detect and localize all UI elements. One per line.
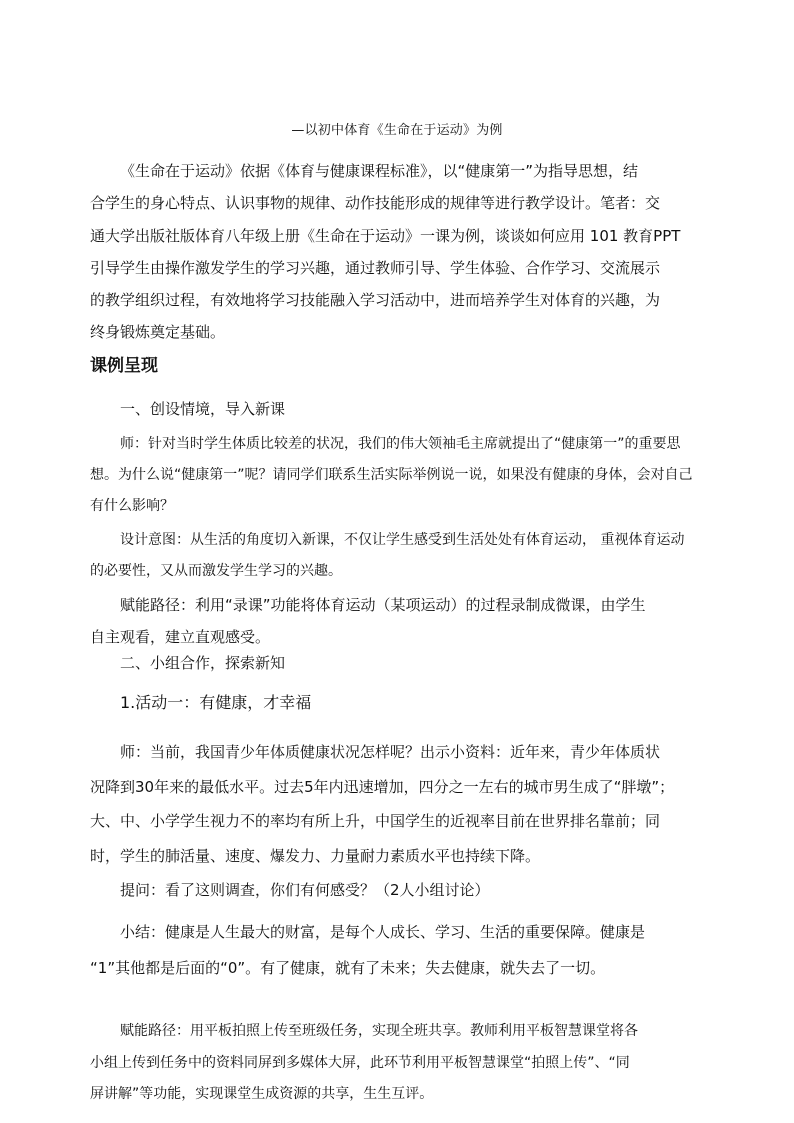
text-line: 时，学生的肺活量、速度、爆发力、力量耐力素质水平也持续下降。 bbox=[90, 846, 541, 865]
teacher-paragraph-2 bbox=[90, 735, 704, 873]
text-line: 赋能路径：利用“录课”功能将体育运动（某项运动）的过程录制成微课，由学生 bbox=[120, 596, 646, 614]
text-line: 的必要性，又从而激发学生学习的兴趣。 bbox=[90, 563, 342, 579]
text-line: 《生命在于运动》依据《体育与健康课程标准》，以“健康第一”为指导思想，结 bbox=[120, 162, 639, 180]
text-line: 小组上传到任务中的资料同屏到多媒体大屏，此环节利用平板智慧课堂“拍照上传”、“同 bbox=[90, 1054, 630, 1071]
text-line: 通大学出版社版体育八年级上册《生命在于运动》一课为例，谈谈如何应用 101 教育PPT bbox=[90, 226, 681, 245]
text-line: 引导学生由操作激发学生的学习兴趣，通过教师引导、学生体验、合作学习、交流展示 bbox=[90, 258, 661, 277]
text-line: 自主观看，建立直观感受。 bbox=[90, 628, 271, 647]
text-line: 设计意图：从生活的角度切入新课，不仅让学生感受到生活处处有体育运动， 重视体育运动 bbox=[120, 532, 685, 548]
design-intent-paragraph bbox=[90, 525, 704, 587]
teacher-paragraph-1 bbox=[90, 429, 704, 522]
text-line: 师：当前，我国青少年体质健康状况怎样呢？出示小资料：近年来，青少年体质状 bbox=[120, 743, 661, 761]
empower-paragraph-1 bbox=[90, 589, 704, 654]
text-line: 况降到30年来的最低水平。过去5年内迅速增加，四分之一左右的城市男生成了“胖墩”； bbox=[90, 777, 675, 796]
text-line: 大、中、小学学生视力不的率均有所上升，中国学生的近视率目前在世界排名靠前；同 bbox=[90, 812, 661, 830]
text-line: “1”其他都是后面的“0”。有了健康，就有了未来；失去健康，就失去了一切。 bbox=[90, 959, 606, 977]
text-line: 小结：健康是人生最大的财富，是每个人成长、学习、生活的重要保障。健康是 bbox=[120, 923, 646, 941]
document-subtitle: —以初中体育《生命在于运动》为例 bbox=[291, 123, 503, 138]
section-title: 一、创设情境，导入新课 bbox=[120, 400, 286, 418]
text-line: 赋能路径：用平板拍照上传至班级任务，实现全班共享。教师利用平板智慧课堂将各 bbox=[120, 1023, 638, 1039]
text-line: 有什么影响？ bbox=[90, 498, 174, 514]
text-line: 的教学组织过程，有效地将学习技能融入学习活动中，进而培养学生对体育的兴趣，为 bbox=[90, 291, 661, 310]
section-heading: 课例呈现 bbox=[90, 356, 158, 376]
empower-paragraph-2 bbox=[90, 1016, 704, 1111]
activity-title: 1.活动一：有健康，才幸福 bbox=[120, 693, 312, 712]
text-line: 屏讲解”等功能，实现课堂生成资源的共享，生生互评。 bbox=[90, 1086, 434, 1102]
text-line: 师：针对当时学生体质比较差的状况，我们的伟大领袖毛主席就提出了“健康第一”的重要思 bbox=[120, 436, 681, 452]
text-line: 终身锻炼奠定基础。 bbox=[90, 323, 226, 342]
text-line: 想。为什么说“健康第一”呢？请同学们联系生活实际举例说一说，如果没有健康的身体，会对自己 bbox=[90, 467, 693, 483]
text-line: 合学生的身心特点、认识事物的规律、动作技能形成的规律等进行教学设计。笔者：交 bbox=[90, 194, 661, 213]
summary-paragraph bbox=[90, 914, 704, 986]
intro-paragraph bbox=[90, 155, 704, 349]
question-line: 提问：看了这则调查，你们有何感受？（2人小组讨论） bbox=[120, 881, 490, 899]
section-title: 二、小组合作，探索新知 bbox=[120, 654, 286, 672]
